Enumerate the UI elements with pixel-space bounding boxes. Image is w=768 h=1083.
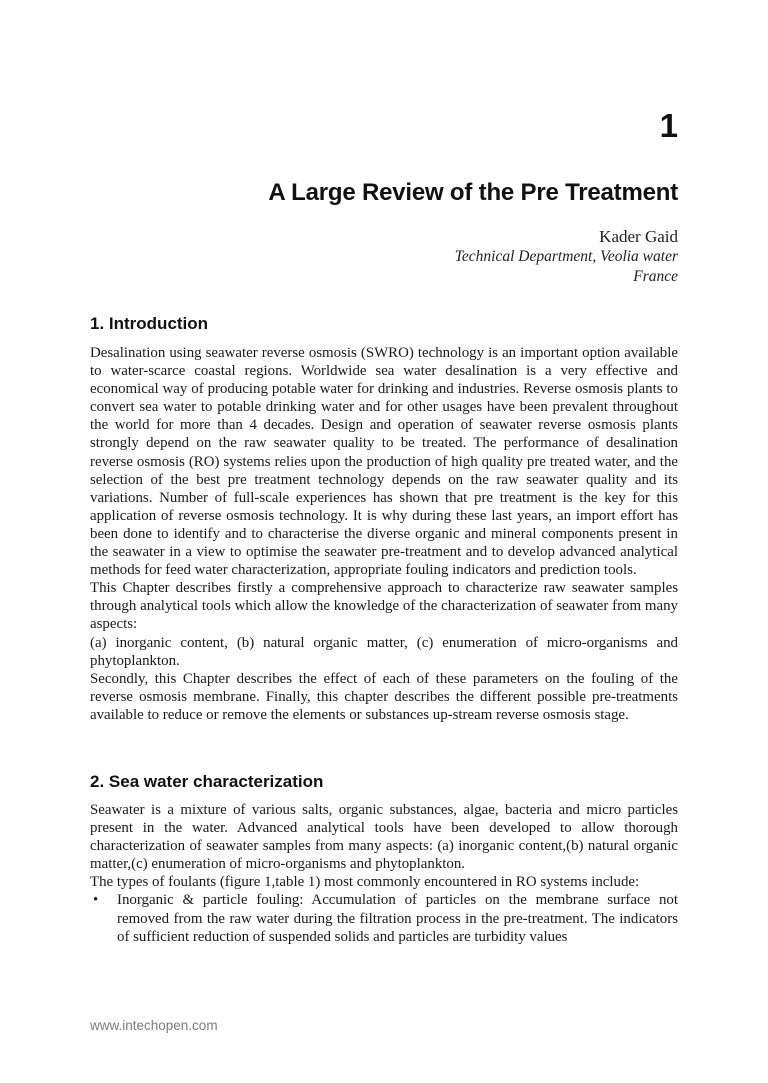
paragraph: (a) inorganic content, (b) natural organic matter, (c) enumeration of micro-organisms and phytoplankton. [90,634,678,669]
section-body-sea-water-characterization [90,801,678,946]
author-affiliation: Technical Department, Veolia water [454,248,678,265]
list-item-text: Inorganic & particle fouling: Accumulation of particles on the membrane surface not removed from the raw water during the filtration process in the pre-treatment. The indicators of sufficient reduction of suspended solids and particles are turbidity values [117,892,678,945]
footer-url[interactable]: www.intechopen.com [90,1018,218,1033]
list-item [90,891,678,945]
section-heading-sea-water-characterization: 2. Sea water characterization [90,772,324,791]
author-block [455,227,678,287]
paragraph: Secondly, this Chapter describes the effect of each of these parameters on the fouling of the reverse osmosis membrane. Finally, this chapter describes the different possible pre-treatments available to reduce or remove the elements or substances up-stream reverse osmosis stage. [90,670,678,723]
paragraph: Desalination using seawater reverse osmosis (SWRO) technology is an important option available to water-scarce coastal regions. Worldwide sea water desalination is a very effective and economical way of producing potable water for drinking and industries. Reverse osmosis plants to convert sea water to potable drinking water and for other usages have been prevalent throughout the world for more than 4 decades. Design and operation of seawater reverse osmosis plants strongly depend on the raw seawater quality to be treated. The performance of desalination reverse osmosis (RO) systems relies upon the production of high quality pre treated water, and the selection of the best pre treatment technology depends on the raw seawater quality and its variations. Number of full-scale experiences has shown that pre treatment is the key for this application of reverse osmosis technology. It is why during these last years, an import effort has been done to identify and to characterise the diverse organic and mineral components present in the seawater in a view to optimise the seawater pre-treatment and to develop advanced analytical methods for feed water characterization, appropriate fouling indicators and prediction tools. [90,345,678,579]
paragraph: Seawater is a mixture of various salts, organic substances, algae, bacteria and micro particles present in the water. Advanced analytical tools have been developed to allow thorough characterization of seawater samples from many aspects: (a) inorganic content,(b) natural organic matter,(c) enumeration of micro-organisms and phytoplankton. [90,802,678,873]
paragraph: This Chapter describes firstly a comprehensive approach to characterize raw seawater samples through analytical tools which allow the knowledge of the characterization of seawater from many aspects: [90,580,678,633]
section-heading-introduction: 1. Introduction [90,314,209,333]
author-name: Kader Gaid [599,227,678,246]
paragraph: The types of foulants (figure 1,table 1) most commonly encountered in RO systems include: [90,874,640,891]
section-body-introduction [90,344,678,724]
chapter-title: A Large Review of the Pre Treatment [268,179,678,206]
chapter-number: 1 [659,107,678,144]
author-country: France [633,268,678,285]
bullet-icon: • [93,892,99,909]
